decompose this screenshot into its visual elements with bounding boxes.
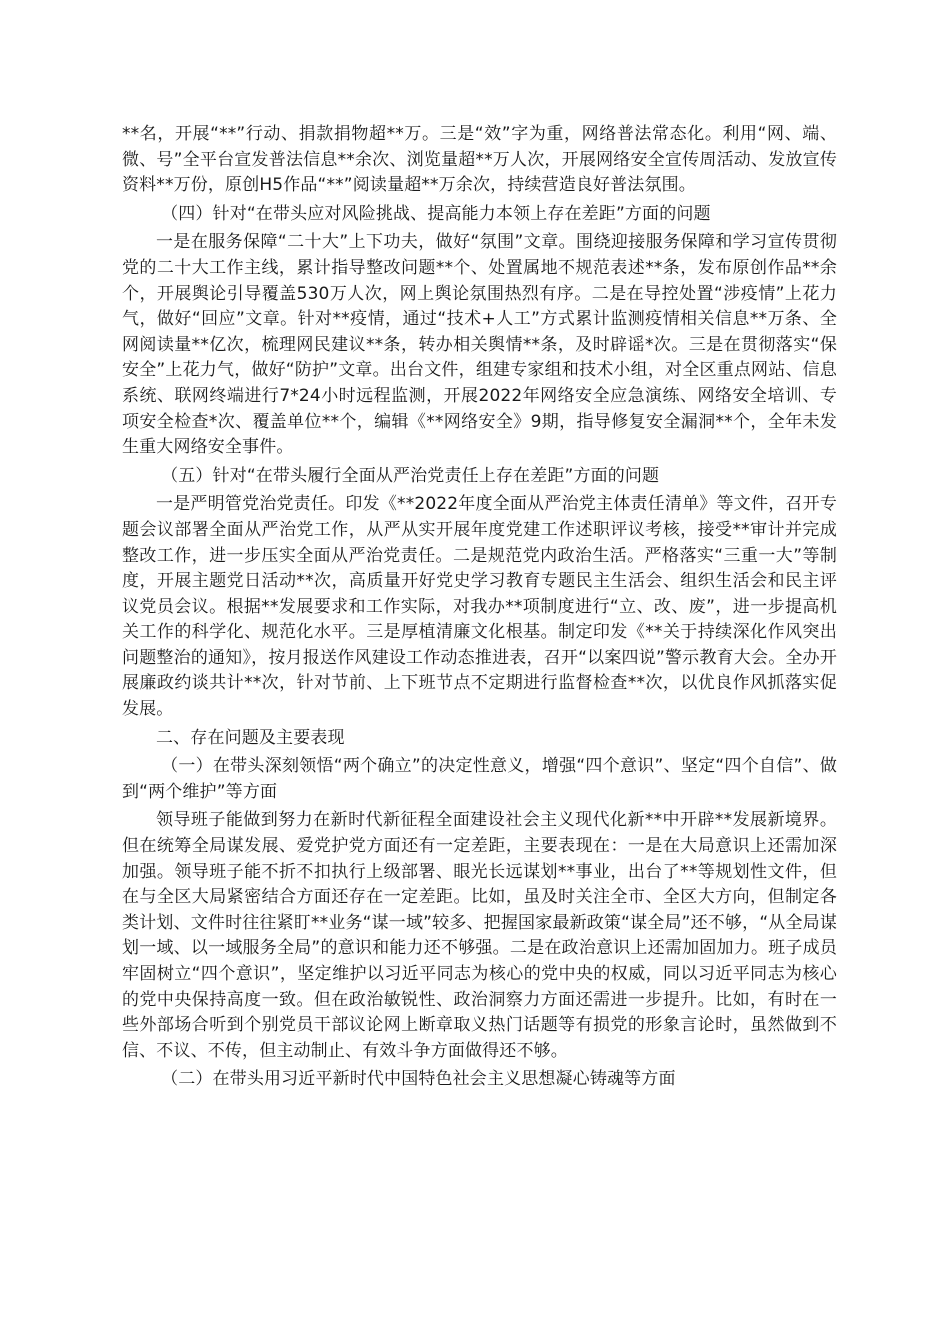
subheading-five: （五）针对“在带头履行全面从严治党责任上存在差距”方面的问题: [161, 465, 660, 486]
paragraph-body: 领导班子能做到努力在新时代新征程全面建设社会主义现代化新**中开辟**发展新境界。但在统筹全局谋发展、爱党护党方面还有一定差距，主要表现在：一是在大局意识上还需加深加强。领导班子能不折不扣执行上级部署、眼光长远谋划**事业，出台了**等规划性文件，但在与全区大局紧密结合方面还存在一定差距。比如，虽及时关注全市、全区大方向，但制定各类计划、文件时往往紧盯**业务“谋一域”较多、把握国家最新政策“谋全局”还不够，“从全局谋划一域、以一域服务全局”的意识和能力还不够强。二是在政治意识上还需加固加力。班子成员牢固树立“四个意识”，坚定维护以习近平同志为核心的党中央的权威，同以习近平同志为核心的党中央保持高度一致。但在政治敏锐性、政治洞察力方面还需进一步提升。比如，有时在一些外部场合听到个别党员干部议论网上断章取义热门话题等有损党的形象言论时，虽然做到不信、不议、不传，但主动制止、有效斗争方面做得还不够。: [122, 810, 837, 1061]
subheading-four: （四）针对“在带头应对风险挑战、提高能力本领上存在差距”方面的问题: [161, 203, 711, 224]
paragraph-body: 一是在服务保障“二十大”上下功夫，做好“氛围”文章。围绕迎接服务保障和学习宣传贯彻党的二十大工作主线，累计指导整改问题**个、处置属地不规范表述**条，发布原创作品**余个，开展舆论引导覆盖530万人次，网上舆论氛围热烈有序。二是在导控处置“涉疫情”上花力气，做好“回应”文章。针对**疫情，通过“技术+人工”方式累计监测疫情相关信息**万条、全网阅读量**亿次，梳理网民建议**条，转办相关舆情**条，及时辟谣*次。三是在贯彻落实“保安全”上花力气，做好“防护”文章。出台文件，组建专家组和技术小组，对全区重点网站、信息系统、联网终端进行7*24小时远程监测，开展2022年网络安全应急演练、网络安全培训、专项安全检查*次、覆盖单位**个，编辑《**网络安全》9期，指导修复安全漏洞**个，全年未发生重大网络安全事件。: [122, 232, 837, 458]
paragraph-continuation: **名，开展“**”行动、捐款捐物超**万。三是“效”字为重，网络普法常态化。利用“网、端、微、号”全平台宣发普法信息**余次、浏览量超**万人次，开展网络安全宣传周活动、发放宣传资料**万份，原创H5作品“**”阅读量超**万余次，持续营造良好普法氛围。: [122, 124, 837, 196]
section-heading: 二、存在问题及主要表现: [156, 727, 345, 748]
subheading-one: （一）在带头深刻领悟“两个确立”的决定性意义，增强“四个意识”、坚定“四个自信”、做到“两个维护”等方面: [122, 756, 837, 802]
document-body: [122, 122, 837, 1096]
paragraph-body: 一是严明管党治党责任。印发《**2022年度全面从严治党主体责任清单》等文件，召开专题会议部署全面从严治党工作，从严从实开展年度党建工作述职评议考核，接受**审计并完成整改工作，进一步压实全面从严治党责任。二是规范党内政治生活。严格落实“三重一大”等制度，开展主题党日活动**次，高质量开好党史学习教育专题民主生活会、组织生活会和民主评议党员会议。根据**发展要求和工作实际，对我办**项制度进行“立、改、废”，进一步提高机关工作的科学化、规范化水平。三是厚植清廉文化根基。制定印发《**关于持续深化作风突出问题整治的通知》，按月报送作风建设工作动态推进表，召开“以案四说”警示教育大会。全办开展廉政约谈共计**次，针对节前、上下班节点不定期进行监督检查**次，以优良作风抓落实促发展。: [122, 494, 837, 720]
subheading-two: （二）在带头用习近平新时代中国特色社会主义思想凝心铸魂等方面: [161, 1069, 676, 1090]
